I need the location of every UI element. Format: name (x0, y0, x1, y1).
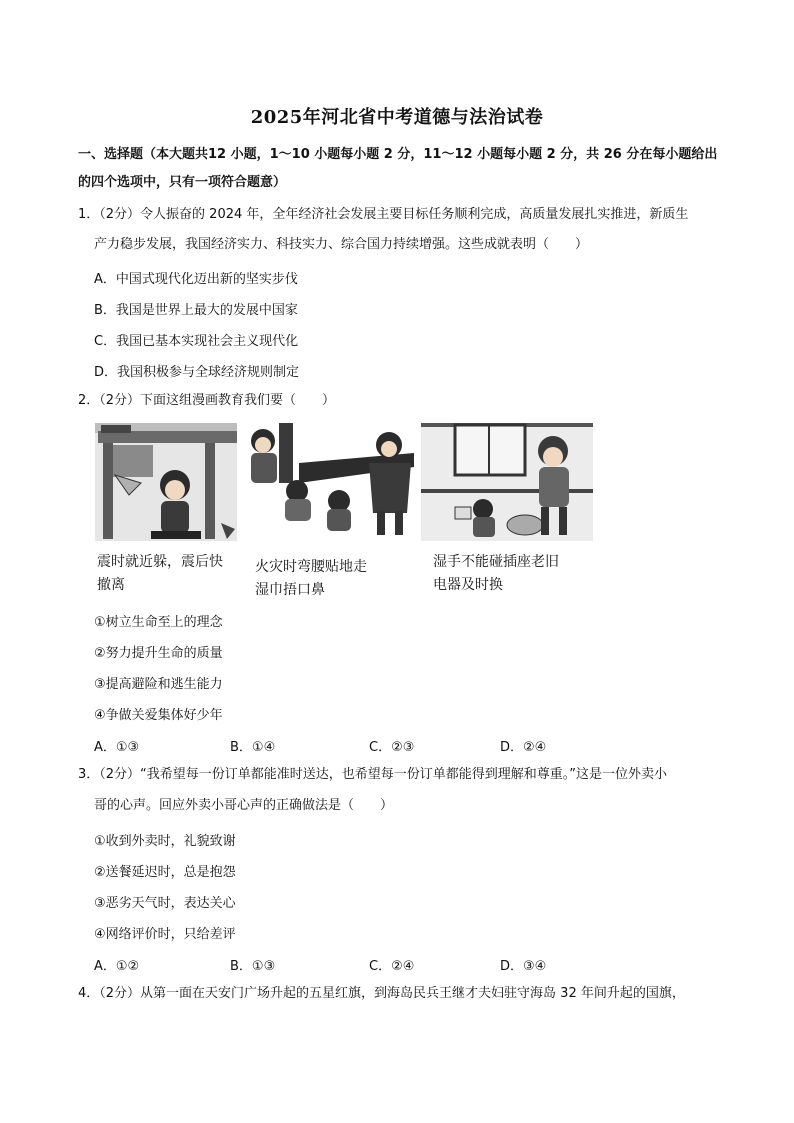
panel-electricity-caption-line1: 湿手不能碰插座老旧 (433, 554, 559, 570)
q3-item-2: ②送餐延迟时，总是抱怨 (94, 865, 236, 880)
panel-fire-caption-line2: 湿巾捂口鼻 (255, 582, 325, 598)
earthquake-illustration (95, 423, 237, 541)
q3-item-1: ①收到外卖时，礼貌致谢 (94, 834, 236, 849)
q2-choice-b: B．①④ (230, 740, 276, 755)
q1-stem-line2: 产力稳步发展，我国经济实力、科技实力、综合国力持续增强。这些成就表明（ ） (94, 237, 589, 252)
q2-item-1: ①树立生命至上的理念 (94, 615, 223, 630)
q2-stem: 2．（2分）下面这组漫画教育我们要（ ） (78, 393, 336, 408)
comic-panel-electricity (421, 423, 593, 598)
q3-choice-a: A．①② (94, 959, 140, 974)
q1-option-d: D．我国积极参与全球经济规则制定 (94, 365, 300, 380)
panel-earthquake-caption-line2: 撤离 (97, 577, 125, 593)
panel-earthquake-caption-line1: 震时就近躲，震后快 (97, 554, 223, 570)
q2-choice-c: C．②③ (369, 740, 415, 755)
q3-stem-line2: 哥的心声。回应外卖小哥心声的正确做法是（ ） (94, 798, 394, 813)
section-header-line1: 一、选择题（本大题共12 小题，1～10 小题每小题 2 分，11～12 小题每小题 2 分，共 26 分在每小题给出 (78, 147, 718, 162)
comic-panel-fire (239, 423, 419, 598)
panel-fire-caption-line1: 火灾时弯腰贴地走 (255, 559, 367, 575)
comic-panel-earthquake (95, 423, 237, 598)
q2-item-3: ③提高避险和逃生能力 (94, 677, 223, 692)
q4-stem-line1: 4．（2分）从第一面在天安门广场升起的五星红旗，到海岛民兵王继才夫妇驻守海岛 32 年间升起的国旗， (78, 986, 685, 1001)
fire-illustration (239, 423, 419, 541)
q2-choice-a: A．①③ (94, 740, 140, 755)
q3-choice-d: D．③④ (500, 959, 547, 974)
q2-item-2: ②努力提升生命的质量 (94, 646, 223, 661)
q3-choice-c: C．②④ (369, 959, 415, 974)
q2-choice-d: D．②④ (500, 740, 547, 755)
q1-option-b: B．我国是世界上最大的发展中国家 (94, 303, 298, 318)
q1-option-c: C．我国已基本实现社会主义现代化 (94, 334, 299, 349)
q1-option-a: A．中国式现代化迈出新的坚实步伐 (94, 272, 298, 287)
q3-choice-b: B．①③ (230, 959, 276, 974)
q3-stem-line1: 3．（2分）“我希望每一份订单都能准时送达，也希望每一份订单都能得到理解和尊重。”这是一位外卖小 (78, 767, 668, 782)
q3-item-4: ④网络评价时，只给差评 (94, 927, 236, 942)
q1-stem-line1: 1．（2分）令人振奋的 2024 年，全年经济社会发展主要目标任务顺利完成，高质量发展扎实推进，新质生 (78, 207, 689, 222)
q3-item-3: ③恶劣天气时，表达关心 (94, 896, 236, 911)
q2-item-4: ④争做关爱集体好少年 (94, 708, 223, 723)
section-header-line2: 的四个选项中，只有一项符合题意） (78, 175, 287, 190)
panel-electricity-caption-line2: 电器及时换 (433, 577, 503, 593)
exam-title: 2025年河北省中考道德与法治试卷 (250, 107, 544, 128)
electricity-illustration (421, 423, 593, 541)
